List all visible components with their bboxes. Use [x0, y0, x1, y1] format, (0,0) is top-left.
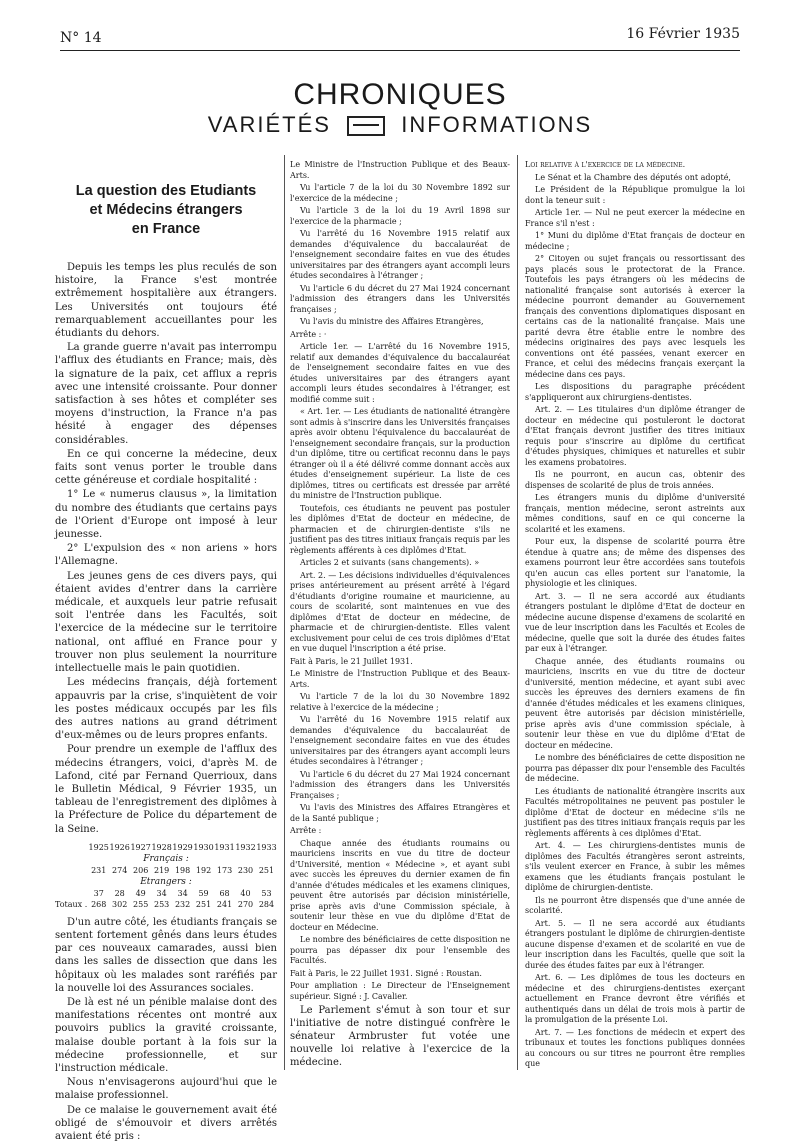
totaux-label: Totaux .	[55, 899, 88, 909]
paragraph: 2° L'expulsion des « non ariens » hors l'Allemagne.	[55, 543, 277, 568]
paragraph: Vu l'article 7 de la loi du 30 Novembre 1892 relative à l'exercice de la médecine ;	[290, 692, 510, 712]
paragraph: Art. 7. — Les fonctions de médecin et expert des tribunaux et toutes les fonctions publiques données au concours ou sur titres ne pourront être remplies que	[525, 1027, 745, 1068]
value-cell: 274	[112, 865, 128, 875]
year-cell: 1930	[193, 842, 214, 852]
issue-date: 16 Février 1935	[626, 26, 740, 42]
paragraph: Article 1er. — L'arrêté du 16 Novembre 1915, relatif aux demandes d'équivalence du baccalauréat de l'enseignement secondaire faites en vue des études universitaires par des étrangers ayant accompli leurs études secondaires à l'étranger, est modifié comme suit :	[290, 342, 510, 404]
value-cell: 173	[216, 865, 233, 875]
paragraph: Art. 2. — Les décisions individuelles d'équivalences prises antérieurement au présent arrêté à l'égard d'étudiants d'origine roumaine et mauricienne, au cours de scolarité, sont maintenues en vue des diplômes d'Etat de docteur en médecine, de pharmacie et de chirurgien-dentiste. Elles valent exclusivement pour celui de ces trois diplômes d'Etat en vue duquel l'inscription a été prise.	[290, 570, 510, 653]
column-2	[290, 160, 510, 1070]
value-cell: 49	[135, 888, 146, 898]
paragraph: Les jeunes gens de ces divers pays, qui étaient avides d'entrer dans la carrière médicale, et auxquels leur patrie refusait soit l'entrée dans les Facultés, soit l'exercice de la médecine sur le territoire national, ont afflué en France pour y trouver non plus seulement la nourriture intellectuelle mais le pain quotidien.	[55, 570, 277, 675]
masthead-left: VARIÉTÉS	[207, 112, 331, 137]
value-cell: 230	[237, 865, 254, 875]
paragraph: Les médecins français, déjà fortement appauvris par la crise, s'inquiètent de voir les postes médicaux occupés par les fils des autres nations au grand détriment d'eux-mêmes ou de leurs propres enfants.	[55, 677, 277, 742]
paragraph: Art. 3. — Il ne sera accordé aux étudiants étrangers postulant le diplôme d'Etat de docteur en médecine aucune dispense d'examens de scolarité en vue de leur inscription dans les Facultés et Ecoles de médecine, quelle que soit la durée des études faites par eux à l'étranger.	[525, 591, 745, 653]
total-cell: 268	[91, 899, 107, 909]
paragraph: Art. 4. — Les chirurgiens-dentistes munis de diplômes des Facultés étrangères seront astreints, s'ils veulent exercer en France, à subir les mêmes examens que les étudiants français postulant le diplôme de chirurgien-dentiste.	[525, 841, 745, 892]
paragraph: Le nombre des bénéficiaires de cette disposition ne pourra pas dépasser dix pour l'ensemble des Facultés.	[290, 935, 510, 965]
paragraph: Art. 2. — Les titulaires d'un diplôme étranger de docteur en médecine qui postuleront le doctorat d'Etat français devront justifier des titres initiaux requis pour s'inscrire au diplôme du certificat d'études physiques, chimiques et naturelles et subir les examens probatoires.	[525, 405, 745, 467]
article-body	[55, 261, 277, 836]
year-cell: 1932	[235, 842, 256, 852]
column-divider	[284, 155, 285, 1070]
paragraph: Article 1er. — Nul ne peut exercer la médecine en France s'il n'est :	[525, 208, 745, 228]
paragraph: 1° Le « numerus clausus », la limitation du nombre des étudiants que certains pays de l'Orient d'Europe ont imposé à leur jeunesse.	[55, 489, 277, 541]
value-cell: 34	[156, 888, 167, 898]
value-cell: 68	[219, 888, 230, 898]
paragraph: En ce qui concerne la médecine, deux faits sont venus porter le trouble dans cette généreuse et cordiale hospitalité :	[55, 448, 277, 487]
total-cell: 241	[216, 899, 233, 909]
francais-label: Français :	[143, 853, 189, 864]
value-cell: 37	[93, 888, 104, 898]
article-title-line: La question des Etudiants	[75, 183, 257, 199]
paragraph: Les étrangers munis du diplôme d'université français, mention médecine, seront astreints aux mêmes conditions, sauf en ce qui concerne la scolarité et les examens.	[525, 493, 745, 534]
paragraph: Vu l'article 7 de la loi du 30 Novembre 1892 sur l'exercice de la médecine ;	[290, 183, 510, 203]
paragraph: 1° Muni du diplôme d'Etat français de docteur en médecine ;	[525, 231, 745, 251]
law-heading: Loi relative à l'exercice de la médecine.	[525, 160, 686, 169]
paragraph: Pour ampliation : Le Directeur de l'Enseignement supérieur. Signé : J. Cavalier.	[290, 981, 510, 1001]
article-title	[55, 182, 277, 239]
year-cell: 1928	[151, 842, 172, 852]
paragraph: La grande guerre n'avait pas interrompu l'afflux des étudiants en France; mais, dès la signature de la paix, cet afflux a repris avec une intensité croissante. Pour donner satisfaction à ses hôtes et compléter ses moyens d'instruction, la France n'a pas hésité à engager des dépenses considérables.	[55, 342, 277, 446]
paragraph: Articles 2 et suivants (sans changements). »	[300, 558, 480, 567]
paragraph: 2° Citoyen ou sujet français ou ressortissant des pays placés sous le protectorat de la France. Toutefois les pays étrangers où les médecins de nationalité française sont autorisés à exercer la médecine pourront demander au Gouvernement français des conventions diplomatiques disposant en certains cas de la nationalité française. Mais une parité devra être établie entre le nombre des médecins originaires des pays avec lesquels les conventions ont été passées, venant exercer en France, et celui des médecins français exerçant la médecine dans ces pays.	[525, 254, 745, 379]
paragraph: Arrête : ·	[290, 329, 327, 339]
paragraph: Vu l'avis des Ministres des Affaires Etrangères et de la Santé publique ;	[290, 803, 510, 823]
total-cell: 251	[195, 899, 212, 909]
value-cell: 231	[91, 865, 107, 875]
value-cell: 198	[174, 865, 191, 875]
value-cell: 53	[261, 888, 272, 898]
paragraph: Nous n'envisagerons aujourd'hui que le malaise professionnel.	[55, 1077, 277, 1102]
law-body	[525, 173, 745, 1070]
paragraph: Vu l'article 6 du décret du 27 Mai 1924 concernant l'admission des étrangers dans les Universités françaises ;	[290, 283, 510, 314]
value-cell: 206	[133, 865, 149, 875]
paragraph: D'un autre côté, les étudiants français se sentent fortement gênés dans leurs études par ces nouveaux camarades, aussi bien dans les salles de dissection que dans les hôpitaux où les malades sont raréfiés par la nouvelle loi des Assurances sociales.	[55, 916, 277, 994]
column-1	[55, 160, 277, 1142]
paragraph: Vu l'avis du ministre des Affaires Etrangères,	[300, 317, 484, 326]
table-row	[55, 888, 277, 899]
paragraph: Les dispositions du paragraphe précédent s'appliqueront aux chirurgiens-dentistes.	[525, 382, 745, 402]
total-cell: 284	[258, 899, 275, 909]
table-row	[55, 865, 277, 876]
paragraph: Toutefois, ces étudiants ne peuvent pas postuler les diplômes d'Etat de docteur en médecine, de pharmacien et de chirurgien-dentiste s'ils ne justifient pas des titres initiaux français requis par les règlements afférents à ces diplômes d'Etat.	[290, 503, 510, 555]
value-cell: 34	[177, 888, 188, 898]
paragraph: De ce malaise le gouvernement avait été obligé de s'émouvoir et divers arrêtés avaient été pris :	[55, 1104, 277, 1142]
paragraph: Ils ne pourront être dispensés que d'une année de scolarité.	[525, 895, 745, 915]
article-body-continued	[55, 916, 277, 1143]
paragraph: « Art. 1er. — Les étudiants de nationalité étrangère sont admis à s'inscrire dans les Universités françaises après avoir obtenu l'équivalence du baccalauréat de l'enseignement secondaire français, sur la production d'un diplôme, titre ou certificat reconnu dans le pays étranger où il a été délivré comme donnant accès aux études d'enseignement supérieur. La liste de ces diplômes, titres ou certificats est dressée par arrêté du ministre de l'Instruction publique.	[290, 407, 510, 500]
paragraph: Fait à Paris, le 22 Juillet 1931. Signé : Roustan.	[290, 968, 482, 978]
year-cell: 1933	[256, 842, 277, 852]
header-rule	[60, 50, 740, 51]
decree-heading: Le Ministre de l'Instruction Publique et des Beaux-Arts.	[290, 160, 510, 180]
year-cell: 1925	[88, 842, 109, 852]
masthead-right: INFORMATIONS	[401, 112, 593, 137]
paragraph: Pour eux, la dispense de scolarité pourra être étendue à quatre ans; de même des dispenses des examens pourront leur être accordées sans toutefois qu'en aucun cas elles portent sur l'anatomie, la physiologie et les cliniques.	[525, 537, 745, 588]
paragraph: Le Président de la République promulgue la loi dont la teneur suit :	[525, 185, 745, 205]
table-row	[55, 842, 277, 853]
masthead-title: CHRONIQUES	[293, 78, 507, 111]
paragraph: Ils ne pourront, en aucun cas, obtenir des dispenses de scolarité de plus de trois années.	[525, 470, 745, 490]
statistics-table	[55, 842, 277, 910]
paragraph: Vu l'article 6 du décret du 27 Mai 1924 concernant l'admission des étrangers dans les Universités Françaises ;	[290, 769, 510, 800]
value-cell: 192	[195, 865, 212, 875]
column-3	[525, 160, 745, 1070]
value-cell: 28	[114, 888, 125, 898]
year-cell: 1927	[130, 842, 151, 852]
table-row	[55, 899, 277, 910]
value-cell: 40	[240, 888, 251, 898]
etrangers-label: Etrangers :	[140, 876, 192, 887]
decree-body	[290, 183, 510, 1069]
paragraph: Le Parlement s'émut à son tour et sur l'initiative de notre distingué confrère le sénateur Armbruster fut votée une nouvelle loi relative à l'exercice de la médecine.	[290, 1005, 510, 1068]
paragraph: Art. 5. — Il ne sera accordé aux étudiants étrangers postulant le diplôme de chirurgien-dentiste aucune dispense d'examen et de scolarité en vue de leur inscription dans les Facultés, quelle que soit la durée des études faites par eux à l'étranger.	[525, 918, 745, 970]
paragraph: Pour prendre un exemple de l'afflux des médecins étrangers, voici, d'après M. de Lafond, cité par Fernand Querrioux, dans le Bulletin Médical, 9 Février 1935, un tableau de l'enregistrement des diplômes à la Préfecture de Police du département de la Seine.	[55, 744, 277, 835]
value-cell: 59	[198, 888, 209, 898]
total-cell: 253	[153, 899, 170, 909]
masthead-emblem-icon	[347, 116, 385, 136]
total-cell: 302	[112, 899, 128, 909]
paragraph: Le nombre des bénéficiaires de cette disposition ne pourra pas dépasser dix pour l'ensemble des Facultés de médecine.	[525, 753, 745, 783]
paragraph: Les étudiants de nationalité étrangère inscrits aux Facultés métropolitaines ne peuvent pas postuler le diplôme d'Etat de docteur en médecine s'ils ne justifient pas des titres initiaux français requis par les règlements afférents à ces diplômes d'Etat.	[525, 786, 745, 838]
paragraph: Vu l'article 3 de la loi du 19 Avril 1898 sur l'exercice de la pharmacie ;	[290, 206, 510, 226]
masthead-subtitle	[0, 112, 800, 138]
total-cell: 270	[237, 899, 254, 909]
value-cell: 219	[153, 865, 170, 875]
column-divider	[517, 155, 518, 1070]
paragraph: Arrête :	[290, 826, 322, 835]
paragraph: Art. 6. — Les diplômes de tous les docteurs en médecine et des chirurgiens-dentistes exerçant actuellement en France devront être vérifiés et authentiqués dans un délai de trois mois à partir de la promulgation de la présente Loi.	[525, 973, 745, 1024]
total-cell: 255	[133, 899, 149, 909]
paragraph: Vu l'arrêté du 16 Novembre 1915 relatif aux demandes d'équivalence du baccalauréat de l'enseignement secondaire faites en vue des études universitaires par des étrangers ayant accompli leurs études secondaires à l'étranger ;	[290, 229, 510, 280]
paragraph: Fait à Paris, le 21 Juillet 1931.	[290, 656, 413, 666]
paragraph: Chaque année des étudiants roumains ou mauriciens inscrits en vue du titre de docteur d'Université, mention « Médecine », et ayant subi avec succès les épreuves du dernier examen de fin d'année d'études médicales et les examens cliniques, peuvent être autorisés par décision ministérielle, prise après avis d'une Commission spéciale, à soutenir leur thèse en vue du diplôme d'Etat de docteur en Médecine.	[290, 838, 510, 932]
paragraph: De là est né un pénible malaise dont des manifestations récentes ont montré aux pouvoirs publics la gravité croissante, malaise double portant à la fois sur la médecine professionnelle, et sur l'instruction médicale.	[55, 996, 277, 1074]
article-title-line: en France	[131, 221, 201, 237]
value-cell: 251	[258, 865, 275, 875]
paragraph: Depuis les temps les plus reculés de son histoire, la France s'est montrée extrêmement hospitalière aux étrangers. Les Universités ont toujours été remarquablement accueillantes pour les étudiants du dehors.	[55, 262, 277, 340]
article-title-line: et Médecins étrangers	[89, 202, 243, 218]
paragraph: Vu l'arrêté du 16 Novembre 1915 relatif aux demandes d'équivalence du baccalauréat de l'enseignement secondaire faites en vue des études universitaires par des étrangers ayant accompli leurs études secondaires à l'étranger ;	[290, 715, 510, 766]
issue-number: N° 14	[60, 30, 102, 46]
paragraph: Le Sénat et la Chambre des députés ont adopté,	[535, 172, 731, 182]
year-cell: 1926	[109, 842, 130, 852]
year-cell: 1931	[214, 842, 235, 852]
year-cell: 1929	[172, 842, 193, 852]
total-cell: 232	[174, 899, 191, 909]
paragraph: Chaque année, des étudiants roumains ou mauriciens, inscrits en vue du titre de docteur d'université, mention médecine, et ayant subi avec succès les épreuves des derniers examens de fin d'année d'études médicales et les examens cliniques, peuvent être autorisés par décision ministérielle, prise après avis d'une commission spéciale, à soutenir leur thèse en vue du diplôme d'Etat de docteur en médecine.	[525, 656, 745, 750]
paragraph: Le Ministre de l'Instruction Publique et des Beaux-Arts.	[290, 669, 510, 689]
